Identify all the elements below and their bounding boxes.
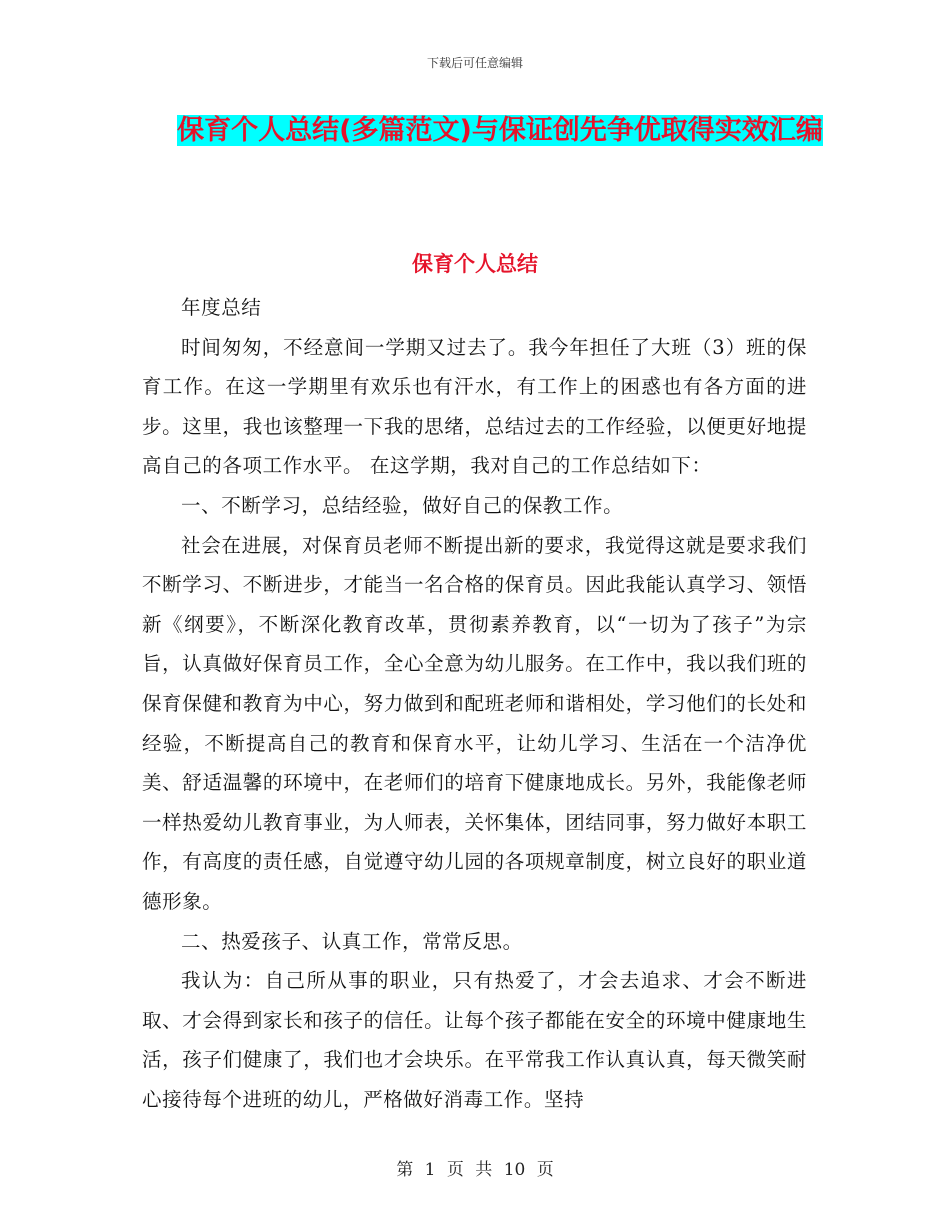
document-title-text: 保育个人总结(多篇范文)与保证创先争优取得实效汇编 [177, 115, 823, 146]
page-number-footer: 第 1 页 共 10 页 [396, 1160, 554, 1180]
document-body [142, 288, 807, 1119]
paragraph: 时间匆匆，不经意间一学期又过去了。我今年担任了大班（3）班的保育工作。在这一学期里有欢乐也有汗水，有工作上的困惑也有各方面的进步。这里，我也该整理一下我的思绪，总结过去的工作经验，以便更好地提高自己的各项工作水平。 在这学期，我对自己的工作总结如下： [142, 335, 807, 478]
paragraph-heading: 二、热爱孩子、认真工作，常常反思。 [181, 929, 523, 953]
paragraph: 我认为：自己所从事的职业，只有热爱了，才会去追求、才会不断进取、才会得到家长和孩子的信任。让每个孩子都能在安全的环境中健康地生活，孩子们健康了，我们也才会块乐。在平常我工作认真认真，每天微笑耐心接待每个进班的幼儿，严格做好消毒工作。坚持 [142, 969, 807, 1111]
header-note: 下载后可任意编辑 [426, 56, 523, 70]
section-title: 保育个人总结 [412, 252, 538, 276]
document-title [150, 108, 850, 154]
paragraph: 社会在进展，对保育员老师不断提出新的要求，我觉得这就是要求我们不断学习、不断进步，才能当一名合格的保育员。因此我能认真学习、领悟新《纲要》，不断深化教育改革，贯彻素养教育，以“一切为了孩子”为宗旨，认真做好保育员工作，全心全意为幼儿服务。在工作中，我以我们班的保育保健和教育为中心，努力做到和配班老师和谐相处，学习他们的长处和经验，不断提高自己的教育和保育水平，让幼儿学习、生活在一个洁净优美、舒适温馨的环境中，在老师们的培育下健康地成长。另外，我能像老师一样热爱幼儿教育事业，为人师表，关怀集体，团结同事，努力做好本职工作，有高度的责任感，自觉遵守幼儿园的各项规章制度，树立良好的职业道德形象。 [142, 533, 807, 913]
paragraph-heading: 一、不断学习，总结经验，做好自己的保教工作。 [181, 493, 624, 517]
paragraph: 年度总结 [181, 296, 262, 319]
